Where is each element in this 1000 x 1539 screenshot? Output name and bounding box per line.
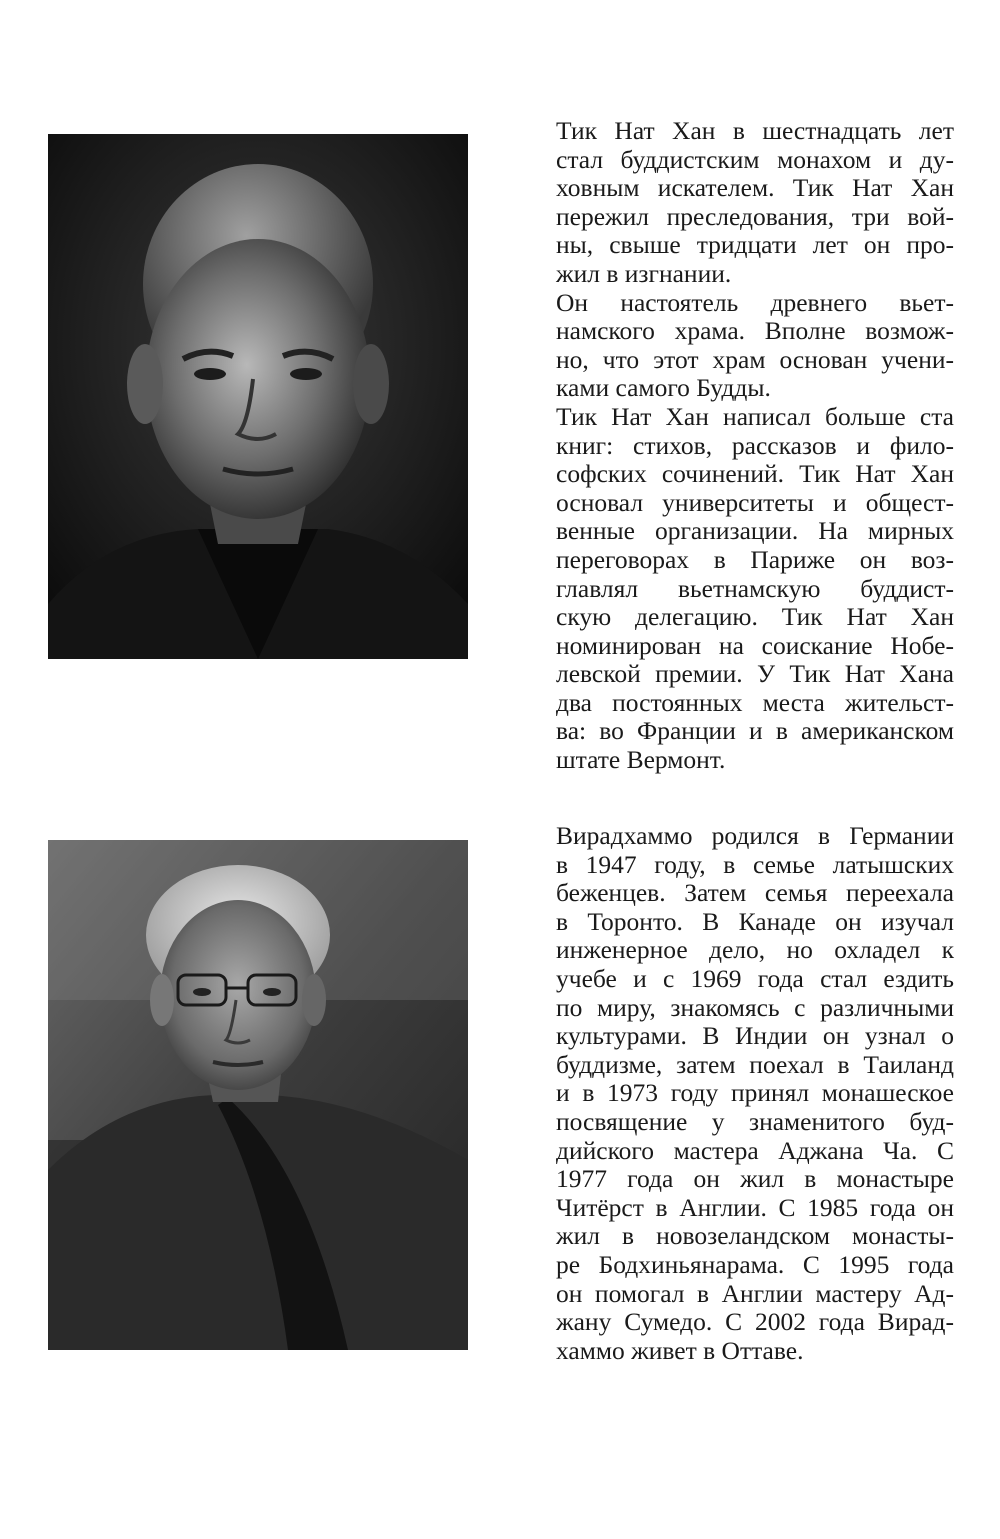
bio-line: Тик Нат Хан написал больше ста — [556, 401, 954, 431]
bio-line: главлял вьетнамскую буддист- — [556, 573, 954, 603]
bio-line: венные организации. На мирных — [556, 516, 954, 546]
biography-thich-nhat-hanh — [556, 117, 954, 775]
bio-line: жил в новозеландском монасты- — [556, 1221, 954, 1251]
bio-line: но, что этот храм основан учени- — [556, 344, 954, 374]
bio-line: хаммо живет в Оттаве. — [556, 1335, 804, 1365]
bio-line: инженерное дело, но охладел к — [556, 935, 954, 965]
bio-line: скую делегацию. Тик Нат Хан — [556, 602, 954, 632]
bio-line: в 1947 году, в семье латышских — [556, 849, 954, 879]
bio-line: намского храма. Вполне возмож- — [556, 316, 954, 346]
bio-line: ховным искателем. Тик Нат Хан — [556, 173, 954, 203]
bio-line: по миру, знакомясь с различными — [556, 992, 954, 1022]
bio-line: 1977 года он жил в монастыре — [556, 1164, 954, 1194]
bio-line: два постоянных места жительст- — [556, 687, 954, 717]
portrait-photo-1-illustration — [48, 134, 468, 659]
bio-line: штате Вермонт. — [556, 745, 726, 775]
bio-line: ны, свыше тридцати лет он про- — [556, 230, 954, 260]
portrait-photo-2-illustration — [48, 840, 468, 1350]
bio-line: Читёрст в Англии. С 1985 года он — [556, 1192, 954, 1222]
bio-line: переговорах в Париже он воз- — [556, 544, 954, 574]
bio-line: Тик Нат Хан в шестнадцать лет — [556, 116, 954, 145]
bio-line: посвящение у знаменитого буд- — [556, 1106, 954, 1136]
bio-line: культурами. В Индии он узнал о — [556, 1021, 954, 1051]
bio-line: основал университеты и общест- — [556, 487, 954, 517]
bio-line: буддизме, затем поехал в Таиланд — [556, 1049, 954, 1079]
bio-line: книг: стихов, рассказов и фило- — [556, 430, 954, 460]
bio-line: Он настоятель древнего вьет- — [556, 287, 954, 317]
bio-line: и в 1973 году принял монашеское — [556, 1078, 954, 1108]
bio-line: учебе и с 1969 года стал ездить — [556, 963, 954, 993]
bio-line: ва: во Франции и в американском — [556, 716, 954, 746]
biography-viradhammo — [556, 822, 954, 1365]
bio-line: беженцев. Затем семья переехала — [556, 878, 954, 908]
bio-line: Вирадхаммо родился в Германии — [556, 821, 954, 850]
bio-line: ре Бодхиньянарама. С 1995 года — [556, 1249, 954, 1279]
bio-line: номинирован на соискание Нобе- — [556, 630, 954, 660]
bio-line: ками самого Будды. — [556, 373, 771, 403]
portrait-photo-thich-nhat-hanh — [48, 134, 468, 659]
bio-line: пережил преследования, три вой- — [556, 201, 954, 231]
bio-line: жану Сумедо. С 2002 года Вирад- — [556, 1307, 954, 1337]
bio-line: софских сочинений. Тик Нат Хан — [556, 459, 954, 489]
bio-line: в Торонто. В Канаде он изучал — [556, 906, 954, 936]
portrait-photo-viradhammo — [48, 840, 468, 1350]
bio-line: жил в изгнании. — [556, 258, 732, 288]
bio-line: левской премии. У Тик Нат Хана — [556, 659, 954, 689]
bio-line: он помогал в Англии мастеру Ад- — [556, 1278, 954, 1308]
bio-line: дийского мастера Аджана Ча. С — [556, 1135, 954, 1165]
bio-line: стал буддистским монахом и ду- — [556, 144, 954, 174]
